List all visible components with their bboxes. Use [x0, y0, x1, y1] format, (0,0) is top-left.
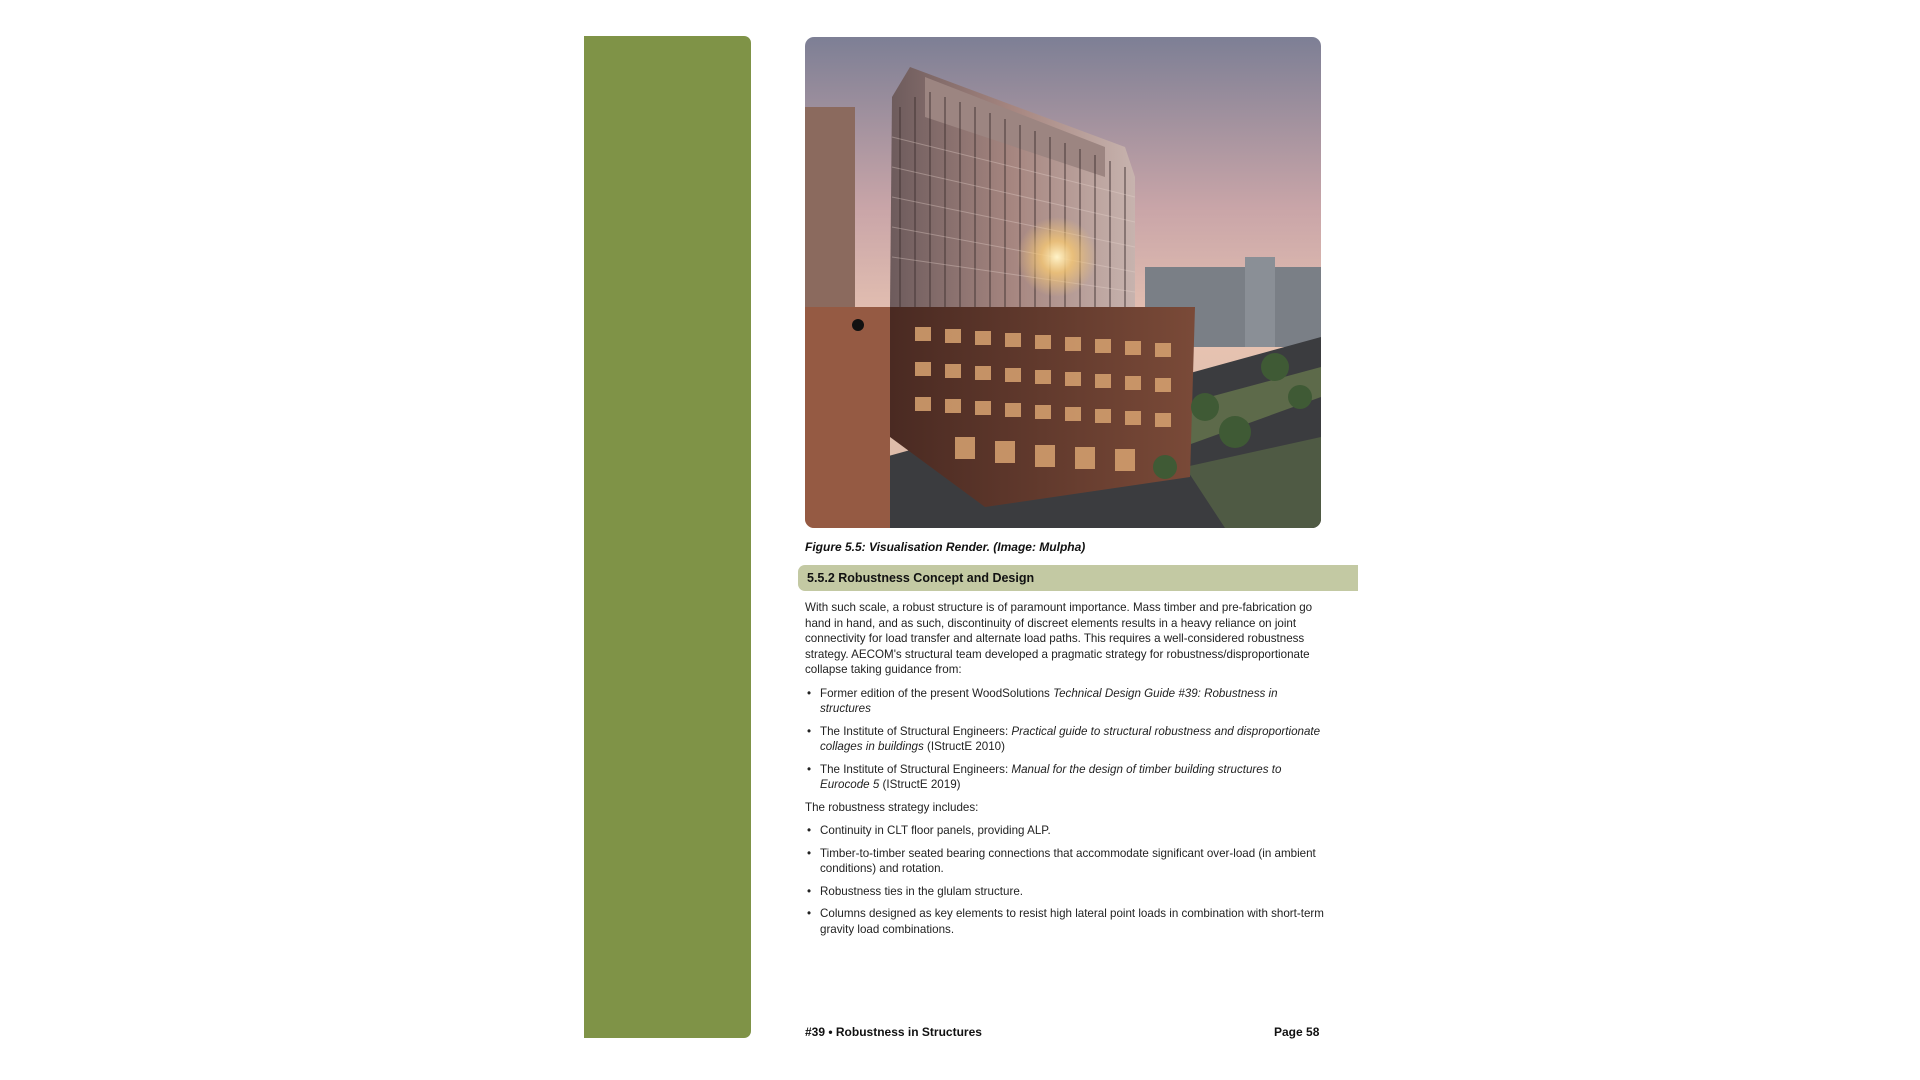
- strategy-list: [805, 823, 1325, 937]
- side-color-band: [584, 36, 751, 1038]
- figure-caption: Figure 5.5: Visualisation Render. (Image: Mulpha): [805, 540, 1086, 554]
- strategy-intro: The robustness strategy includes:: [805, 800, 979, 814]
- list-item: • Robustness ties in the glulam structure.: [805, 884, 1325, 900]
- list-item: • Timber-to-timber seated bearing connections that accommodate significant over-load (in ambient conditions) and rotation.: [805, 846, 1325, 877]
- list-item: • Columns designed as key elements to resist high lateral point loads in combination with short-term gravity load combinations.: [805, 906, 1325, 937]
- reference-title: Manual for the design of timber building structures to Eurocode 5: [820, 762, 1282, 791]
- reference-title: Technical Design Guide #39: Robustness in structures: [820, 686, 1278, 715]
- footer-page-number: Page 58: [1274, 1025, 1320, 1039]
- building-render-image: [805, 37, 1321, 528]
- section-title: 5.5.2 Robustness Concept and Design: [807, 571, 1035, 585]
- list-item: • Former edition of the present WoodSolutions Technical Design Guide #39: Robustness in structures: [805, 686, 1325, 717]
- footer-document-label: #39 • Robustness in Structures: [805, 1025, 982, 1039]
- body-text: [805, 600, 1325, 944]
- list-item: • The Institute of Structural Engineers: Practical guide to structural robustness and disproportionate collages in buildings (IStructE 2010): [805, 724, 1325, 755]
- reference-list: [805, 686, 1325, 793]
- intro-paragraph: With such scale, a robust structure is of paramount importance. Mass timber and pre-fabrication go hand in hand, and as such, discontinuity of discreet elements results in a heavy reliance on joint connectivity for load transfer and alternate load paths. This requires a well-considered robustness strategy. AECOM's structural team developed a pragmatic strategy for robustness/disproportionate collapse taking guidance from:: [805, 601, 1313, 676]
- list-item: • The Institute of Structural Engineers: Manual for the design of timber building structures to Eurocode 5 (IStructE 2019): [805, 762, 1325, 793]
- list-item: • Continuity in CLT floor panels, providing ALP.: [805, 823, 1325, 839]
- reference-title: Practical guide to structural robustness and disproportionate collages in buildings: [820, 724, 1321, 753]
